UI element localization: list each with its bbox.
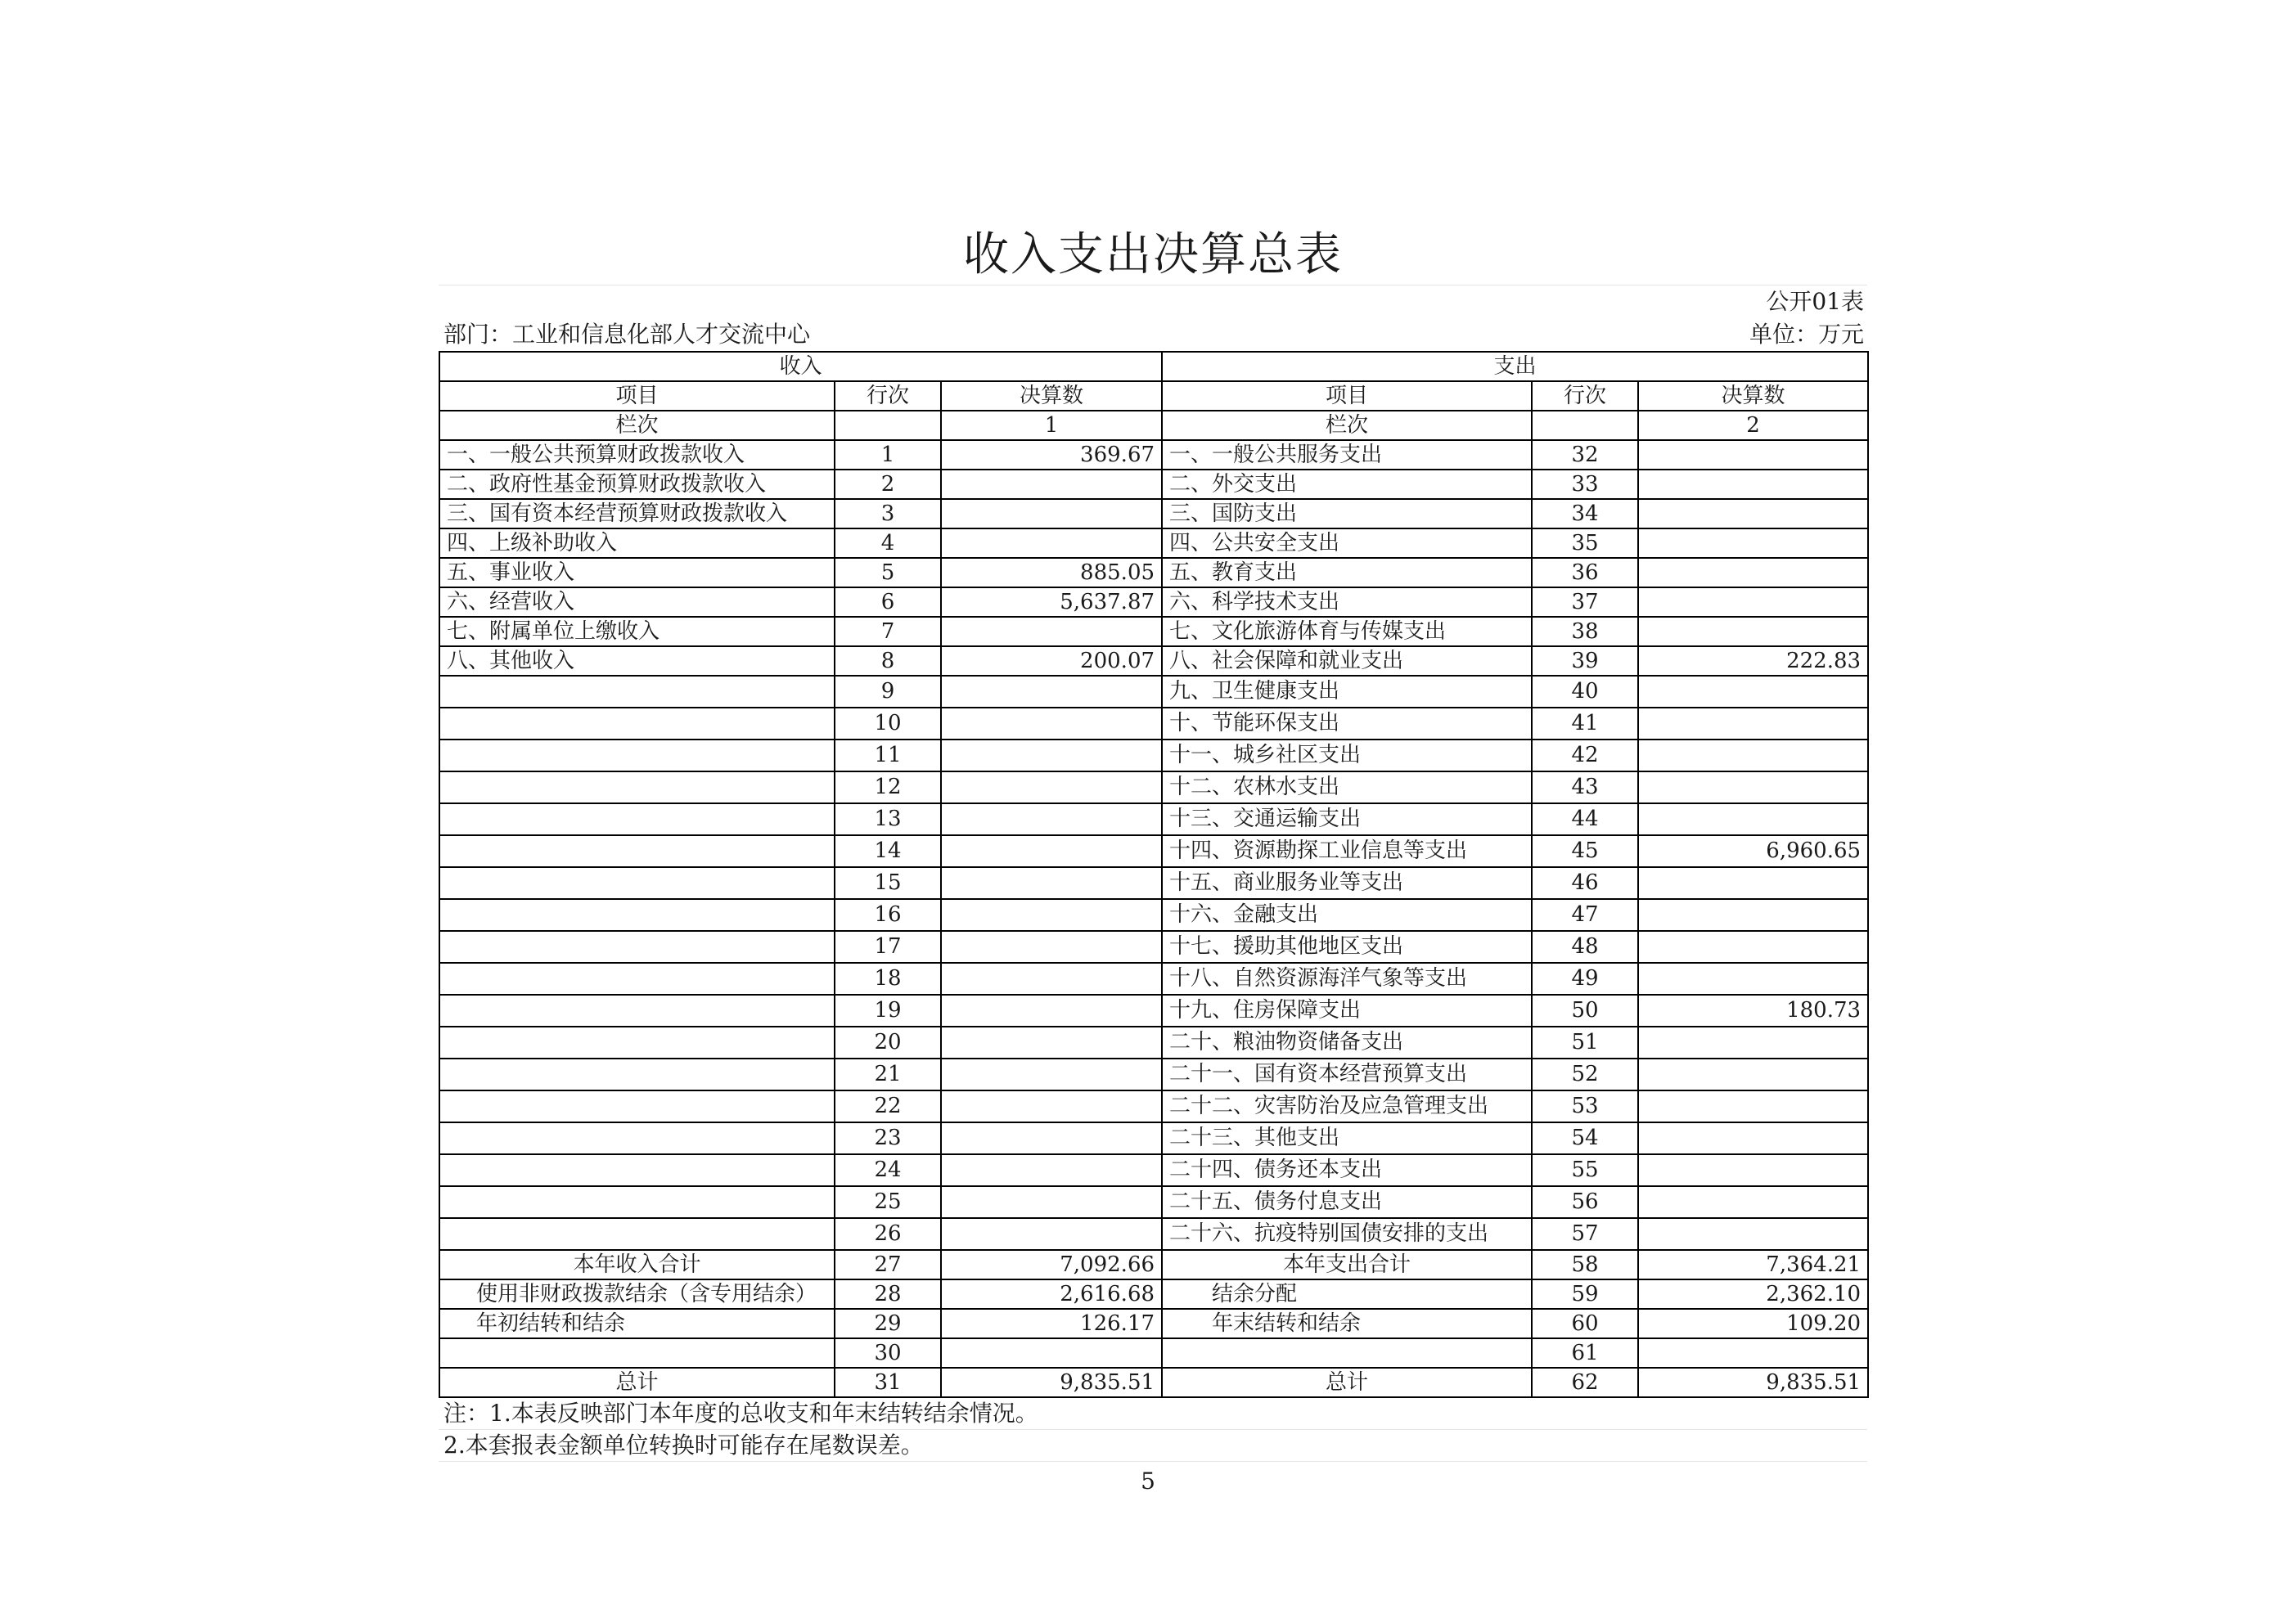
- income-amount: [941, 740, 1162, 771]
- expense-item: 十四、资源勘探工业信息等支出: [1162, 835, 1532, 867]
- expense-item: 二、外交支出: [1162, 470, 1532, 499]
- income-amount: [941, 499, 1162, 528]
- expense-row-no: 32: [1532, 440, 1638, 470]
- expense-row-no: 56: [1532, 1186, 1638, 1218]
- table-row: [439, 646, 1868, 676]
- income-item: [439, 1059, 835, 1090]
- income-amount: [941, 1186, 1162, 1218]
- expense-row-no: 50: [1532, 995, 1638, 1027]
- income-item: 一、一般公共预算财政拨款收入: [439, 440, 835, 470]
- income-row-no: 6: [835, 587, 941, 617]
- income-amount: [941, 708, 1162, 740]
- income-amount: 5,637.87: [941, 587, 1162, 617]
- income-row-no: 26: [835, 1218, 941, 1250]
- expense-amount: [1638, 587, 1868, 617]
- blank-summary-row: [439, 1338, 1868, 1368]
- income-item: 六、经营收入: [439, 587, 835, 617]
- expense-item: 二十六、抗疫特别国债安排的支出: [1162, 1218, 1532, 1250]
- income-amount: [941, 835, 1162, 867]
- income-row-no: 22: [835, 1090, 941, 1122]
- income-item: 八、其他收入: [439, 646, 835, 676]
- expense-item: 十七、援助其他地区支出: [1162, 931, 1532, 963]
- expense-item: 六、科学技术支出: [1162, 587, 1532, 617]
- income-row-no: 3: [835, 499, 941, 528]
- income-row-no: 12: [835, 771, 941, 803]
- income-row-no: 9: [835, 676, 941, 708]
- expense-item: 二十、粮油物资储备支出: [1162, 1027, 1532, 1059]
- section-header-row: [439, 352, 1868, 381]
- income-row-no: 2: [835, 470, 941, 499]
- expense-amount: [1638, 440, 1868, 470]
- income-amount: 885.05: [941, 558, 1162, 587]
- balance-row: [439, 1279, 1868, 1309]
- table-row: [439, 1154, 1868, 1186]
- income-begin-amount: 126.17: [941, 1309, 1162, 1338]
- expense-end-label: 年末结转和结余: [1162, 1309, 1532, 1338]
- income-year-total-label: 本年收入合计: [439, 1250, 835, 1279]
- table-row: [439, 1122, 1868, 1154]
- income-amount: [941, 803, 1162, 835]
- expense-item: 七、文化旅游体育与传媒支出: [1162, 617, 1532, 646]
- expense-item: 十三、交通运输支出: [1162, 803, 1532, 835]
- expense-row-no: 45: [1532, 835, 1638, 867]
- income-column-label-blank: [835, 411, 941, 440]
- income-row-no: 8: [835, 646, 941, 676]
- income-use-balance-label: 使用非财政拨款结余（含专用结余）: [439, 1279, 835, 1309]
- expense-amount: [1638, 963, 1868, 995]
- income-item: [439, 708, 835, 740]
- expense-year-total-no: 58: [1532, 1250, 1638, 1279]
- expense-item: 十一、城乡社区支出: [1162, 740, 1532, 771]
- expense-end-no: 60: [1532, 1309, 1638, 1338]
- expense-item: 八、社会保障和就业支出: [1162, 646, 1532, 676]
- income-row-no: 13: [835, 803, 941, 835]
- income-item: 三、国有资本经营预算财政拨款收入: [439, 499, 835, 528]
- table-row: [439, 931, 1868, 963]
- unit-label: 单位：万元: [1749, 321, 1864, 348]
- expense-amount: [1638, 771, 1868, 803]
- income-item: [439, 1027, 835, 1059]
- income-item: [439, 803, 835, 835]
- form-code: 公开01表: [1766, 288, 1864, 315]
- income-item: [439, 1154, 835, 1186]
- table-row: [439, 676, 1868, 708]
- expense-rowno-header: 行次: [1532, 381, 1638, 411]
- income-grand-total-amount: 9,835.51: [941, 1368, 1162, 1397]
- income-amount: [941, 995, 1162, 1027]
- income-row-no: 11: [835, 740, 941, 771]
- income-amount: [941, 1122, 1162, 1154]
- expense-row-no: 44: [1532, 803, 1638, 835]
- expense-amount: 222.83: [1638, 646, 1868, 676]
- income-row-no: 5: [835, 558, 941, 587]
- column-header-row: [439, 381, 1868, 411]
- income-amount: [941, 963, 1162, 995]
- income-column-number: 1: [941, 411, 1162, 440]
- income-amount: [941, 1027, 1162, 1059]
- table-row: [439, 499, 1868, 528]
- income-use-balance-no: 28: [835, 1279, 941, 1309]
- income-column-label: 栏次: [439, 411, 835, 440]
- expense-amount: [1638, 1090, 1868, 1122]
- income-row-no: 19: [835, 995, 941, 1027]
- income-row-no: 24: [835, 1154, 941, 1186]
- income-amount: [941, 617, 1162, 646]
- expense-amount: [1638, 867, 1868, 899]
- expense-grand-total-label: 总计: [1162, 1368, 1532, 1397]
- expense-amount: [1638, 1218, 1868, 1250]
- income-row-no: 16: [835, 899, 941, 931]
- expense-blank-no: 61: [1532, 1338, 1638, 1368]
- income-row-no: 21: [835, 1059, 941, 1090]
- note-2: 2.本套报表金额单位转换时可能存在尾数误差。: [439, 1430, 1867, 1462]
- expense-amount: [1638, 499, 1868, 528]
- income-item: [439, 1090, 835, 1122]
- department-label: 部门：工业和信息化部人才交流中心: [443, 321, 811, 348]
- report-sheet: [439, 226, 1867, 1462]
- income-item: [439, 1122, 835, 1154]
- summary-body: [439, 1250, 1868, 1397]
- expense-amount: [1638, 931, 1868, 963]
- expense-row-no: 33: [1532, 470, 1638, 499]
- table-row: [439, 867, 1868, 899]
- table-row: [439, 1027, 1868, 1059]
- table-row: [439, 1059, 1868, 1090]
- expense-row-no: 55: [1532, 1154, 1638, 1186]
- expense-item: 十二、农林水支出: [1162, 771, 1532, 803]
- expense-amount: [1638, 558, 1868, 587]
- table-row: [439, 587, 1868, 617]
- income-section-header: 收入: [439, 352, 1162, 381]
- expense-amount: [1638, 1154, 1868, 1186]
- expense-item: 二十三、其他支出: [1162, 1122, 1532, 1154]
- table-row: [439, 440, 1868, 470]
- expense-amount: [1638, 528, 1868, 558]
- income-item: 二、政府性基金预算财政拨款收入: [439, 470, 835, 499]
- expense-row-no: 54: [1532, 1122, 1638, 1154]
- table-row: [439, 803, 1868, 835]
- expense-distribution-no: 59: [1532, 1279, 1638, 1309]
- income-amount: [941, 771, 1162, 803]
- income-item: [439, 963, 835, 995]
- expense-item: 九、卫生健康支出: [1162, 676, 1532, 708]
- expense-row-no: 36: [1532, 558, 1638, 587]
- table-body: [439, 352, 1868, 1250]
- income-item: [439, 835, 835, 867]
- income-item-header: 项目: [439, 381, 835, 411]
- income-amount: [941, 676, 1162, 708]
- income-item: [439, 867, 835, 899]
- income-begin-label: 年初结转和结余: [439, 1309, 835, 1338]
- expense-item: 十五、商业服务业等支出: [1162, 867, 1532, 899]
- expense-row-no: 46: [1532, 867, 1638, 899]
- form-code-row: [439, 285, 1867, 318]
- table-row: [439, 1218, 1868, 1250]
- expense-grand-total-no: 62: [1532, 1368, 1638, 1397]
- income-grand-total-label: 总计: [439, 1368, 835, 1397]
- expense-row-no: 53: [1532, 1090, 1638, 1122]
- income-grand-total-no: 31: [835, 1368, 941, 1397]
- expense-item: 五、教育支出: [1162, 558, 1532, 587]
- expense-amount: [1638, 1122, 1868, 1154]
- income-row-no: 23: [835, 1122, 941, 1154]
- income-rowno-header: 行次: [835, 381, 941, 411]
- expense-item: 一、一般公共服务支出: [1162, 440, 1532, 470]
- income-amount: [941, 867, 1162, 899]
- income-row-no: 14: [835, 835, 941, 867]
- income-item: [439, 771, 835, 803]
- expense-amount: [1638, 899, 1868, 931]
- income-item: [439, 676, 835, 708]
- table-row: [439, 835, 1868, 867]
- table-row: [439, 771, 1868, 803]
- department-row: [439, 318, 1867, 351]
- income-row-no: 18: [835, 963, 941, 995]
- expense-amount-header: 决算数: [1638, 381, 1868, 411]
- income-amount: [941, 1218, 1162, 1250]
- income-item: [439, 740, 835, 771]
- expense-column-label: 栏次: [1162, 411, 1532, 440]
- grand-total-row: [439, 1368, 1868, 1397]
- income-blank-label: [439, 1338, 835, 1368]
- expense-item: 二十五、债务付息支出: [1162, 1186, 1532, 1218]
- table-row: [439, 899, 1868, 931]
- expense-row-no: 41: [1532, 708, 1638, 740]
- income-item: 五、事业收入: [439, 558, 835, 587]
- expense-row-no: 57: [1532, 1218, 1638, 1250]
- budget-table: [439, 351, 1869, 1398]
- expense-blank-amount: [1638, 1338, 1868, 1368]
- expense-item-header: 项目: [1162, 381, 1532, 411]
- table-row: [439, 963, 1868, 995]
- table-row: [439, 995, 1868, 1027]
- table-row: [439, 1186, 1868, 1218]
- expense-item: 十八、自然资源海洋气象等支出: [1162, 963, 1532, 995]
- income-item: [439, 899, 835, 931]
- income-blank-no: 30: [835, 1338, 941, 1368]
- expense-item: 三、国防支出: [1162, 499, 1532, 528]
- expense-column-number: 2: [1638, 411, 1868, 440]
- income-item: [439, 1186, 835, 1218]
- income-blank-amount: [941, 1338, 1162, 1368]
- income-amount: [941, 1090, 1162, 1122]
- expense-distribution-label: 结余分配: [1162, 1279, 1532, 1309]
- expense-row-no: 51: [1532, 1027, 1638, 1059]
- expense-amount: [1638, 676, 1868, 708]
- column-label-row: [439, 411, 1868, 440]
- expense-row-no: 49: [1532, 963, 1638, 995]
- expense-row-no: 42: [1532, 740, 1638, 771]
- income-amount: [941, 528, 1162, 558]
- income-item: 四、上级补助收入: [439, 528, 835, 558]
- income-item: [439, 1218, 835, 1250]
- expense-row-no: 48: [1532, 931, 1638, 963]
- expense-end-amount: 109.20: [1638, 1309, 1868, 1338]
- income-item: 七、附属单位上缴收入: [439, 617, 835, 646]
- income-row-no: 20: [835, 1027, 941, 1059]
- table-row: [439, 708, 1868, 740]
- expense-item: 二十一、国有资本经营预算支出: [1162, 1059, 1532, 1090]
- expense-row-no: 40: [1532, 676, 1638, 708]
- note-1: 注：1.本表反映部门本年度的总收支和年末结转结余情况。: [439, 1398, 1867, 1430]
- table-row: [439, 528, 1868, 558]
- expense-row-no: 35: [1532, 528, 1638, 558]
- expense-item: 十六、金融支出: [1162, 899, 1532, 931]
- year-total-row: [439, 1250, 1868, 1279]
- expense-amount: [1638, 1186, 1868, 1218]
- income-use-balance-amount: 2,616.68: [941, 1279, 1162, 1309]
- expense-amount: [1638, 617, 1868, 646]
- income-amount: [941, 931, 1162, 963]
- expense-grand-total-amount: 9,835.51: [1638, 1368, 1868, 1397]
- income-year-total-no: 27: [835, 1250, 941, 1279]
- table-row: [439, 740, 1868, 771]
- expense-amount: [1638, 803, 1868, 835]
- expense-blank-label: [1162, 1338, 1532, 1368]
- expense-amount: [1638, 1027, 1868, 1059]
- expense-amount: 180.73: [1638, 995, 1868, 1027]
- expense-row-no: 52: [1532, 1059, 1638, 1090]
- expense-item: 二十四、债务还本支出: [1162, 1154, 1532, 1186]
- income-amount: [941, 1059, 1162, 1090]
- expense-section-header: 支出: [1162, 352, 1868, 381]
- expense-item: 四、公共安全支出: [1162, 528, 1532, 558]
- expense-row-no: 39: [1532, 646, 1638, 676]
- income-amount: 369.67: [941, 440, 1162, 470]
- income-year-total-amount: 7,092.66: [941, 1250, 1162, 1279]
- expense-year-total-amount: 7,364.21: [1638, 1250, 1868, 1279]
- income-amount: 200.07: [941, 646, 1162, 676]
- expense-item: 十、节能环保支出: [1162, 708, 1532, 740]
- page-title: 收入支出决算总表: [439, 226, 1867, 285]
- income-row-no: 15: [835, 867, 941, 899]
- table-row: [439, 558, 1868, 587]
- expense-distribution-amount: 2,362.10: [1638, 1279, 1868, 1309]
- income-row-no: 10: [835, 708, 941, 740]
- expense-row-no: 38: [1532, 617, 1638, 646]
- expense-item: 十九、住房保障支出: [1162, 995, 1532, 1027]
- table-row: [439, 470, 1868, 499]
- income-begin-no: 29: [835, 1309, 941, 1338]
- expense-row-no: 43: [1532, 771, 1638, 803]
- income-row-no: 4: [835, 528, 941, 558]
- expense-item: 二十二、灾害防治及应急管理支出: [1162, 1090, 1532, 1122]
- expense-amount: [1638, 1059, 1868, 1090]
- income-item: [439, 995, 835, 1027]
- table-row: [439, 617, 1868, 646]
- expense-year-total-label: 本年支出合计: [1162, 1250, 1532, 1279]
- expense-row-no: 34: [1532, 499, 1638, 528]
- carryover-row: [439, 1309, 1868, 1338]
- income-item: [439, 931, 835, 963]
- table-row: [439, 1090, 1868, 1122]
- page-number: 5: [1141, 1468, 1155, 1495]
- income-row-no: 1: [835, 440, 941, 470]
- income-row-no: 17: [835, 931, 941, 963]
- income-amount: [941, 1154, 1162, 1186]
- income-amount: [941, 470, 1162, 499]
- income-row-no: 7: [835, 617, 941, 646]
- expense-column-label-blank: [1532, 411, 1638, 440]
- expense-amount: [1638, 470, 1868, 499]
- expense-amount: 6,960.65: [1638, 835, 1868, 867]
- income-amount: [941, 899, 1162, 931]
- income-row-no: 25: [835, 1186, 941, 1218]
- expense-amount: [1638, 708, 1868, 740]
- income-amount-header: 决算数: [941, 381, 1162, 411]
- expense-row-no: 37: [1532, 587, 1638, 617]
- expense-row-no: 47: [1532, 899, 1638, 931]
- notes: [439, 1398, 1867, 1462]
- expense-amount: [1638, 740, 1868, 771]
